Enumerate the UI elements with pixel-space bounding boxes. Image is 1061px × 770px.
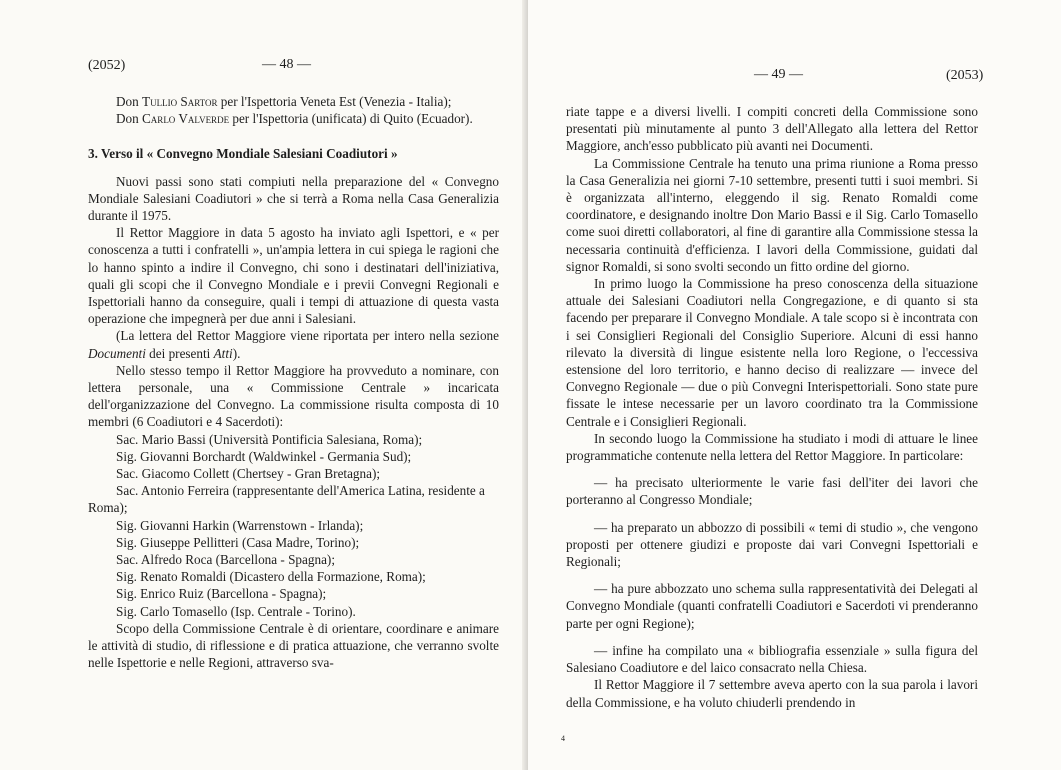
list-item: — ha precisato ulteriormente le varie fasi dell'iter dei lavori che porteranno al Congresso Mondiale; xyxy=(566,475,978,508)
list-item: — ha preparato un abbozzo di possibili « temi di studio », che vengono proposti per ottenere giudizi e proposte dai vari Convegni Ispettoriali e Regionali; xyxy=(566,519,978,570)
member-item: Sac. Alfredo Roca (Barcellona - Spagna); xyxy=(116,552,335,568)
section-heading: 3. Verso il « Convegno Mondiale Salesiani Coadiutori » xyxy=(88,146,398,162)
paragraph: In primo luogo la Commissione ha preso conoscenza della situazione attuale dei Salesiani Coadiutori nella Congregazione, e di quanto si sta facendo per preparare il Convegno Mondiale. A tale scopo si è incontrata con i sei Consiglieri Regionali del Consiglio Superiore. Alcuni di essi hanno rilevato la diversità di lingue esistente nella loro Regione, o l'eccessiva estensione del loro territorio, e hanno deciso di realizzare — invece del Convegno Regionale — due o più Convegni Interispettoriali. Sono state pure fissate le intese necessarie per un lavoro coordinato tra la Commissione Centrale e i Consiglieri Regionali. xyxy=(566,276,978,429)
member-item: Sig. Renato Romaldi (Dicastero della Formazione, Roma); xyxy=(116,569,426,585)
member-item: Sig. Carlo Tomasello (Isp. Centrale - Torino). xyxy=(116,603,356,619)
member-item: Sig. Giovanni Harkin (Warrenstown - Irlanda); xyxy=(116,517,364,533)
member-item: Sig. Giuseppe Pellitteri (Casa Madre, Torino); xyxy=(116,534,360,550)
paragraph: riate tappe e a diversi livelli. I compiti concreti della Commissione sono presentati più minutamente al punto 3 dell'Allegato alla lettera del Rettor Maggiore, anch'esso pubblicato più avanti nei Documenti. xyxy=(566,104,978,154)
paragraph: Il Rettor Maggiore in data 5 agosto ha inviato agli Ispettori, e « per conoscenza a tutti i confratelli », un'ampia lettera in cui spiega le ragioni che lo hanno spinto a indire il Convegno, chi sono i destinatari dell'iniziativa, quali gli scopi che il Convegno Mondiale e i previi Convegni Regionali e Ispettoriali hanno da conseguire, quali i tempi di attuazione di questa vasta operazione che impegnerà per due anni i Salesiani. xyxy=(88,225,499,327)
member-item: Sac. Mario Bassi (Università Pontificia Salesiana, Roma); xyxy=(116,431,423,447)
paragraph: Nello stesso tempo il Rettor Maggiore ha provveduto a nominare, con lettera personale, una « Commissione Centrale » incaricata dell'organizzazione del Convegno. La commissione risulta composta di 10 membri (6 Coadiutori e 4 Sacerdoti): xyxy=(88,362,499,430)
member-item: Sig. Giovanni Borchardt (Waldwinkel - Germania Sud); xyxy=(116,448,412,464)
left-body xyxy=(88,93,499,672)
paragraph: Scopo della Commissione Centrale è di orientare, coordinare e animare le attività di studio, di riflessione e di pratica attuazione, che verranno svolte nelle Ispettorie e nelle Regioni, attraverso sva- xyxy=(88,620,499,671)
page-number-left: — 48 — xyxy=(262,57,311,72)
footer-mark: 4 xyxy=(561,734,565,743)
running-head-right: (2053) xyxy=(946,68,984,83)
list-item: — infine ha compilato una « bibliografia essenziale » sulla figura del Salesiano Coadiutore e del laico consacrato nella Chiesa. xyxy=(566,642,978,676)
paragraph: La Commissione Centrale ha tenuto una prima riunione a Roma presso la Casa Generalizia nei giorni 7-10 settembre, presenti tutti i suoi membri. Si è organizzata all'interno, eleggendo il sig. Renato Romaldi come coordinatore, e designando inoltre Don Mario Bassi e il Sig. Carlo Tomasello come suoi diretti collaboratori, al fine di garantire alla Commissione stessa la necessaria continuità d'efficienza. I lavori della Commissione, guidati dal signor Romaldi, si sono svolti secondo un fitto ordine del giorno. xyxy=(566,155,978,274)
left-page xyxy=(0,0,528,770)
right-page xyxy=(528,0,1061,770)
member-item: Sig. Enrico Ruiz (Barcellona - Spagna); xyxy=(116,586,327,602)
paragraph: In secondo luogo la Commissione ha studiato i modi di attuare le linee programmatiche contenute nella lettera del Rettor Maggiore. In particolare: xyxy=(566,430,978,464)
member-item: Sac. Giacomo Collett (Chertsey - Gran Bretagna); xyxy=(116,466,381,482)
list-item: — ha pure abbozzato uno schema sulla rappresentatività dei Delegati al Convegno Mondiale (quanti confratelli Coadiutori e Sacerdoti vi prenderanno parte per ogni Regione); xyxy=(566,581,978,631)
page-number-right: — 49 — xyxy=(754,67,803,82)
running-head-left: (2052) xyxy=(88,58,126,73)
paragraph: (La lettera del Rettor Maggiore viene riportata per intero nella sezione Documenti dei presenti Atti). xyxy=(88,328,499,361)
paragraph: Il Rettor Maggiore il 7 settembre aveva aperto con la sua parola i lavori della Commissione, e ha voluto chiuderli prendendo in xyxy=(566,677,978,710)
paragraph: Don Tullio Sartor per l'Ispettoria Veneta Est (Venezia - Italia); xyxy=(116,94,452,109)
right-body xyxy=(566,103,978,711)
paragraph: Don Carlo Valverde per l'Ispettoria (unificata) di Quito (Ecuador). xyxy=(116,111,473,127)
member-item: Sac. Antonio Ferreira (rappresentante dell'America Latina, residente a Roma); xyxy=(88,483,485,516)
paragraph: Nuovi passi sono stati compiuti nella preparazione del « Convegno Mondiale Salesiani Coadiutori » che si terrà a Roma nella Casa Generalizia durante il 1975. xyxy=(88,173,499,224)
